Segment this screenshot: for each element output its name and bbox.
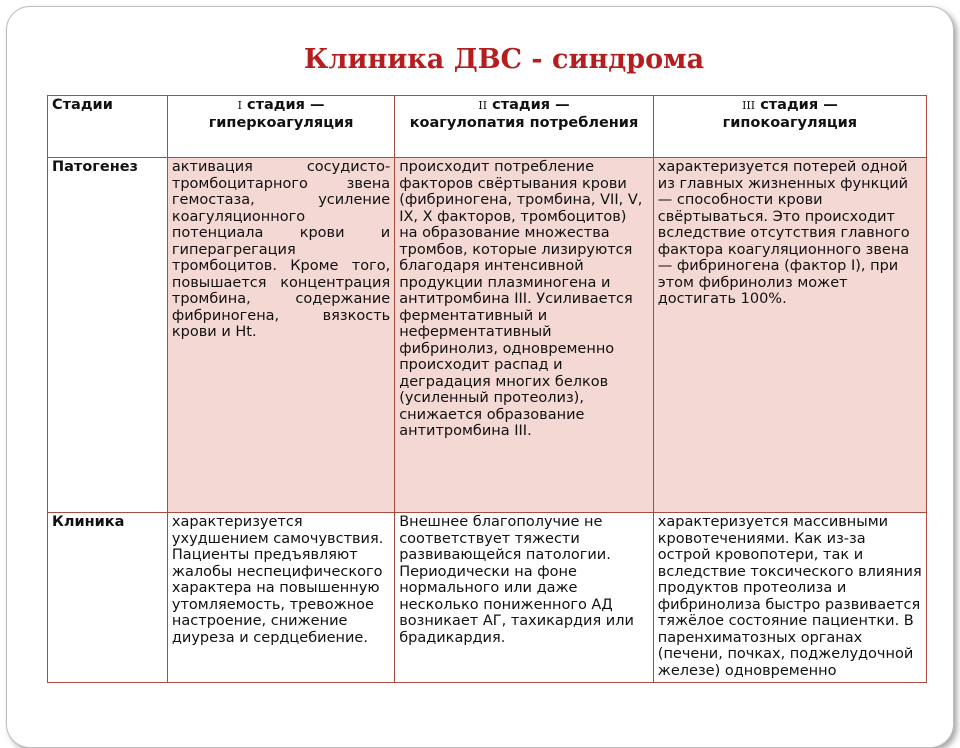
pathogenesis-row (48, 158, 927, 513)
clinic-stage-3: характеризуется массивными кровотечениями. Как из-за острой кровопотери, так и вследствие токсического влияния продуктов протеолиза и фибринолиза быстро развивается тяжёлое состояние пациентки. В паренхиматозных органах (печени, почках, поджелудочной железе) одновременно (653, 513, 926, 683)
slide-title: Клиника ДВС - синдрома (303, 44, 705, 75)
table-header-row (48, 96, 927, 158)
row-label-pathogenesis: Патогенез (48, 158, 168, 513)
pathogenesis-stage-2: происходит потребление факторов свёртывания крови (фибриногена, тромбина, VII, V, IX, X факторов, тромбоцитов) на образование множества тромбов, которые лизируются благодаря интенсивной продукции плазминогена и антитромбина III. Усиливается ферментативный и неферментативный фибринолиз, одновременно происходит распад и деградация многих белков (усиленный протеолиз), снижается образование антитромбина III. (395, 158, 654, 513)
stage-3-roman: III (742, 99, 756, 112)
stage-1-roman: I (237, 99, 242, 112)
pathogenesis-stage-3: характеризуется потерей одной из главных жизненных функций — способности крови свёртываться. Это происходит вследствие отсутствия главного фактора коагуляционного звена — фибриногена (фактор I), при этом фибринолиз может достигать 100%. (653, 158, 926, 513)
row-label-stages: Стадии (48, 96, 168, 158)
stage-3-name: гипокоагуляция (722, 114, 858, 131)
stage-3-label: стадия — (760, 97, 838, 113)
stage-2-label: стадия — (492, 97, 570, 113)
row-label-clinic: Клиника (48, 513, 168, 683)
stage-1-header (167, 96, 394, 158)
stage-2-header (395, 96, 654, 158)
pathogenesis-stage-1: активация сосудисто-тромбоцитарного звена гемостаза, усиление коагуляционного потенциала крови и гиперагрегация тромбоцитов. Кроме того, повышается концентрация тромбина, содержание фибриногена, вязкость крови и Ht. (167, 158, 394, 513)
clinic-row (48, 513, 927, 683)
stage-1-name: гиперкоагуляция (208, 114, 354, 131)
stage-1-label: стадия — (247, 97, 325, 113)
stage-3-header (653, 96, 926, 158)
clinic-stage-2: Внешнее благополучие не соответствует тяжести развивающейся патологии. Периодически на фоне нормального или даже несколько пониженного АД возникает АГ, тахикардия или брадикардия. (395, 513, 654, 683)
stage-2-name: коагулопатия потребления (409, 114, 639, 131)
stage-2-roman: II (478, 99, 488, 112)
dic-stages-table (47, 95, 927, 683)
clinic-stage-1: характеризуется ухудшением самочувствия. Пациенты предъявляют жалобы неспецифического характера на повышенную утомляемость, тревожное настроение, снижение диуреза и сердцебиение. (167, 513, 394, 683)
